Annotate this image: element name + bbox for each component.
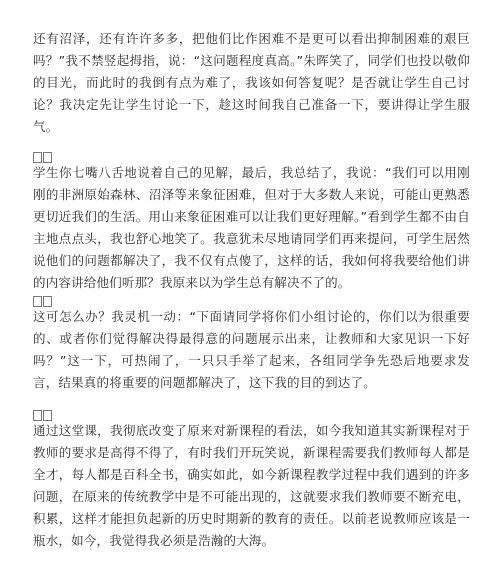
paragraph-3: 这可怎么办？我灵机一动：“下面请同学将你们小组讨论的，你们以为很重要的、或者你们觉得解决得最得意的问题展示出来，让教师和大家见识一下好吗？”这一下，可热闹了，一只只手举了起来，各组同学争先恐后地要求发言，结果真的将重要的问题都解决了，这下我的目的到达了。 [33,309,470,390]
paragraph-2: 学生你七嘴八舌地说着自己的见解，最后，我总结了，我说：“我们可以用刚刚的非洲原始森林、沼泽等来象征困难，但对于大多数人来说，可能山更熟悉更切近我们的生活。用山来象征困难可以让我们更好理解。”看到学生都不由自主地点点头，我也舒心地笑了。我意犹未尽地请同学们再来提问，可学生居然说他们的问题都解决了，我不仅有点傻了，这样的话，我如何将我要给他们讲的内容讲给他们听那？我原来以为学生总有解决不了的。 [33,165,470,290]
paragraph-1: 还有沼泽，还有许许多多，把他们比作困难不是更可以看出抑制困难的艰巨吗？”我不禁竖起拇指，说：“这问题程度真高。”朱晖笑了，同学们也投以敬仰的目光，而此时的我倒有点为难了，我该如何答复呢？是否就让学生自己讨论？我决定先让学生讨论一下，趁这时间我自己准备一下，要讲得让学生服气。 [33,31,470,134]
paragraph-4: 通过这堂课，我彻底改变了原来对新课程的看法，如今我知道其实新课程对于教师的要求是高得不得了，有时我们开玩笑说，新课程需要我们教师每人都是全才，每人都是百科全书，确实如此，如今新课程教学过程中我们遇到的许多问题，在原来的传统教学中是不可能出现的，这就要求我们教师要不断充电，积累，这样才能担负起新的历史时期新的教育的责任。以前老说教师应该是一瓶水，如今，我觉得我必须是浩瀚的大海。 [33,423,470,548]
